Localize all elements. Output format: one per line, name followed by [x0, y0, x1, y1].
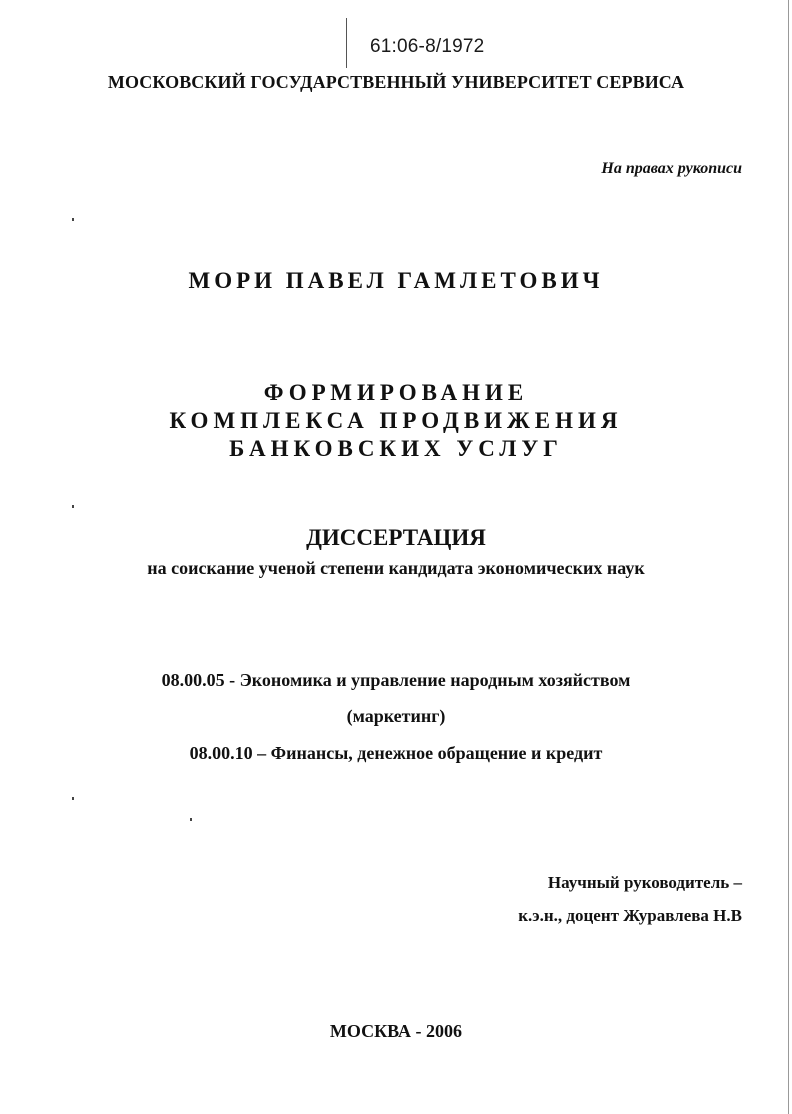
degree-line: на соискание ученой степени кандидата экономических наук — [147, 558, 645, 578]
supervisor-name: к.э.н., доцент Журавлева Н.В — [518, 906, 742, 925]
work-type-heading: ДИССЕРТАЦИЯ — [306, 525, 486, 550]
supervisor-role: Научный руководитель – — [547, 873, 742, 892]
scan-speck — [72, 218, 74, 221]
university-name: МОСКОВСКИЙ ГОСУДАРСТВЕННЫЙ УНИВЕРСИТЕТ СЕРВИСА — [107, 72, 685, 92]
scan-edge-line — [788, 0, 789, 1114]
specialty-1-subfield: (маркетинг) — [346, 706, 446, 726]
scan-speck — [72, 797, 74, 800]
archive-stamp: 61:06-8/1972 — [370, 36, 485, 57]
title-line-3: БАНКОВСКИХ УСЛУГ — [229, 436, 563, 461]
scan-speck — [190, 818, 192, 821]
city-year: МОСКВА - 2006 — [329, 1021, 463, 1041]
specialty-2: 08.00.10 – Финансы, денежное обращение и кредит — [189, 743, 603, 763]
scan-speck — [72, 505, 74, 508]
title-line-2: КОМПЛЕКСА ПРОДВИЖЕНИЯ — [169, 408, 623, 433]
specialty-1: 08.00.05 - Экономика и управление народным хозяйством — [161, 670, 631, 690]
stamp-divider-line — [346, 18, 347, 68]
title-line-1: ФОРМИРОВАНИЕ — [263, 380, 529, 405]
manuscript-note: На правах рукописи — [601, 160, 742, 177]
author-name: МОРИ ПАВЕЛ ГАМЛЕТОВИЧ — [188, 268, 604, 293]
